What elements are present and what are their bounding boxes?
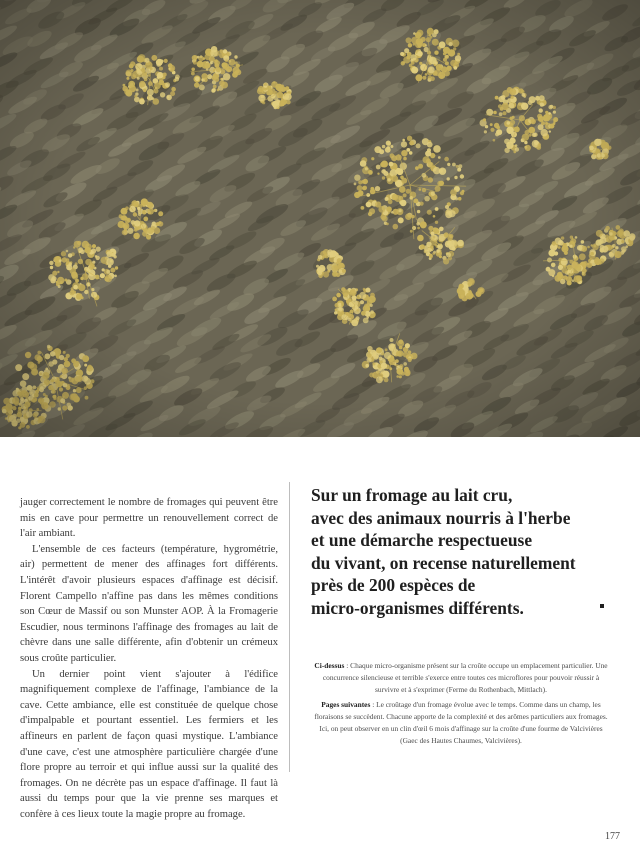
end-mark-square (600, 604, 604, 608)
pull-quote-line: du vivant, on recense naturellement (311, 552, 576, 573)
page-number: 177 (605, 831, 620, 842)
caption-above (311, 660, 611, 697)
pull-quote-line: avec des animaux nourris à l'herbe (311, 507, 571, 528)
pull-quote-line: Sur un fromage au lait cru, (311, 485, 513, 505)
body-paragraph-3: Un dernier point vient s'ajouter à l'édifice magnifiquement complexe de l'affinage, l'ambiance de la cave. Cette ambiance, elle est constituée de quelque chose d'impalpable et pourtant essentiel. Les fermiers et les affineurs en parlent de façon quasi mystique. L'ambiance d'une cave, c'est une atmosphère particulière chargée d'une flore propre au terroir et qui influe aussi sur la qualité des fromages. On ne décrète pas un espace d'affinage. Il faut là aussi du temps pour que la vie prenne ses marques et confère à ces lieux toute la magie propre au fromage. (20, 668, 278, 820)
body-text-column (20, 495, 278, 822)
pull-quote (311, 484, 611, 620)
photo-captions (311, 660, 611, 749)
pull-quote-line: micro-organismes différents. (311, 597, 524, 618)
column-divider (289, 482, 290, 772)
caption-next (311, 699, 611, 748)
body-paragraph-2: L'ensemble de ces facteurs (température, hygrométrie, air) permettent de mener des affinages fort différents. L'intérêt d'avoir plusieurs espaces d'affinage est décisif. Florent Campello n'affine pas dans les mêmes conditions son Cœur de Massif ou son Munster AOP. À la Fromagerie Escudier, nous terminons l'affinage des fromages au lait de chèvre dans une salle différente, afin d'obtenir un crémeux sous croûte particulier. (20, 543, 278, 664)
caption-above-label: Ci-dessus (314, 661, 345, 670)
caption-above-text: : Chaque micro-organisme présent sur la croûte occupe un emplacement particulier. Une concurrence silencieuse et terrible s'exerce entre toutes ces microflores pour pouvoir réussir à survivre et à s'exprimer (Ferme du Rothenbach, Mittlach). (322, 661, 608, 695)
caption-next-label: Pages suivantes (321, 699, 371, 709)
pull-quote-line: près de 200 espèces de (311, 575, 476, 596)
pull-quote-line: et une démarche respectueuse (311, 530, 533, 551)
body-paragraph-1: jauger correctement le nombre de fromages qui peuvent être mis en cave pour permettre un renouvellement correct de l'air ambiant. (20, 497, 278, 540)
caption-next-text: : Le croûtage d'un fromage évolue avec le temps. Comme dans un champ, les floraisons se succèdent. Chacune apporte de la complexité et des arômes particuliers aux fromages. Ici, on peut observer en un clin d'œil 6 mois d'affinage sur la croûte d'une fourme de Valcivières (Gaec des Hautes Chaumes, Valcivières). (314, 699, 608, 746)
